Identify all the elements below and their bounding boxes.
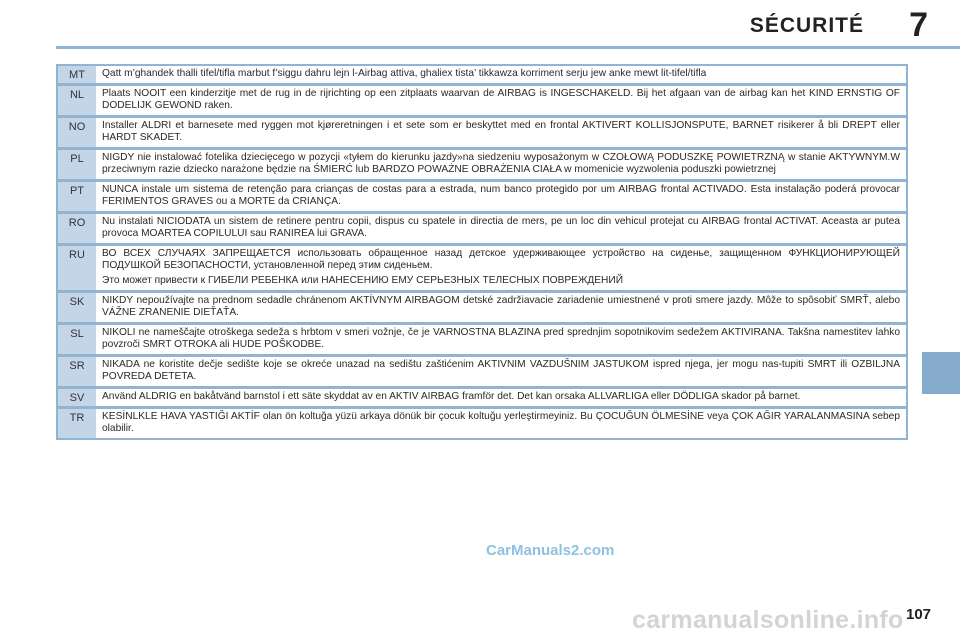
language-code: PL <box>58 150 96 179</box>
warning-text <box>96 86 906 115</box>
table-row <box>58 211 906 243</box>
chapter-number: 7 <box>909 6 928 44</box>
warning-table <box>56 64 908 440</box>
watermark-carmanuals2: CarManuals2.com <box>486 542 615 559</box>
section-title: SÉCURITÉ <box>749 14 864 37</box>
warning-line: NIGDY nie instalować fotelika dziecięcego w pozycji «tyłem do kierunku jazdy»na siedzeniu wyposażonym w CZOŁOWĄ PODUSZKĘ POWIETRZNĄ w stanie AKTYWNYM.W przeciwnym razie dziecko narażone będzie na ŚMIERĆ lub BARDZO POWAŻNE OBRAŻENIA CIAŁA w momenicie wyzwolenia poduszki powietrznej <box>102 152 900 175</box>
table-row <box>58 406 906 438</box>
language-code: PT <box>58 182 96 211</box>
table-row <box>58 66 906 83</box>
table-row <box>58 115 906 147</box>
header-divider <box>56 46 960 49</box>
warning-text <box>96 409 906 438</box>
language-code: RO <box>58 214 96 243</box>
watermark-carmanualsonline: carmanualsonline.info <box>632 606 904 634</box>
warning-text <box>96 293 906 322</box>
warning-text <box>96 150 906 179</box>
table-row <box>58 354 906 386</box>
warning-line: NIKOLI ne nameščajte otroškega sedeža s hrbtom v smeri vožnje, če je VARNOSTNA BLAZINA pred sprednjim sopotnikovim sedežem AKTIVIRANA. Takšna namestitev lahko povzroči SMRT OTROKA ali HUDE POŠKODBE. <box>102 327 900 350</box>
warning-text <box>96 118 906 147</box>
warning-text <box>96 389 906 406</box>
warning-line: NIKADA ne koristite dečje sedište koje se okreće unazad na sedištu zaštićenim AKTIVNIM VAZDUŠNIM JASTUKOM ispred njega, jer mogu nas-tupiti SMRT ili OZBILJNA POVREDA DETETA. <box>102 359 900 382</box>
warning-text <box>96 246 906 290</box>
warning-line: Använd ALDRIG en bakåtvänd barnstol i ett säte skyddat av en AKTIV AIRBAG framför det. Det kan orsaka ALLVARLIGA eller DÖDLIGA skador på barnet. <box>102 391 801 402</box>
warning-line: Plaats NOOIT een kinderzitje met de rug in de rijrichting op een zitplaats waarvan de AIRBAG is INGESCHAKELD. Bij het afgaan van de airbag kan het KIND ERNSTIG OF DODELIJK GEWOND raken. <box>102 88 900 111</box>
language-code: SK <box>58 293 96 322</box>
warning-text <box>96 357 906 386</box>
warning-line: Это может привести к ГИБЕЛИ РЕБЕНКА или НАНЕСЕНИЮ ЕМУ СЕРЬЕЗНЫХ ТЕЛЕСНЫХ ПОВРЕЖДЕНИЙ <box>102 275 624 286</box>
table-row <box>58 243 906 290</box>
warning-line: Qatt m’ghandek thalli tifel/tifla marbut f’siggu dahru lejn l-Airbag attiva, ghaliex tista’ tikkawza korriment serju jew anke mewt lit-tifel/tifla <box>102 68 707 79</box>
language-code: SR <box>58 357 96 386</box>
warning-line: NUNCA instale um sistema de retenção para crianças de costas para a estrada, num banco protegido por um AIRBAG frontal ACTIVADO. Esta instalação poderá provocar FERIMENTOS GRAVES ou a MORTE da CRIANÇA. <box>102 184 900 207</box>
warning-text <box>96 66 906 83</box>
table-row <box>58 322 906 354</box>
language-code: NL <box>58 86 96 115</box>
warning-line: ВО ВСЕХ СЛУЧАЯХ ЗАПРЕЩАЕТСЯ использовать обращенное назад детское удерживающее устройство на сиденье, защищенном ФУНКЦИОНИРУЮЩЕЙ ПОДУШКОЙ БЕЗОПАСНОСТИ, установленной перед этим сиденьем. <box>102 248 900 271</box>
warning-line: NIKDY nepoužívajte na prednom sedadle chránenom AKTÍVNYM AIRBAGOM detské zadržiavacie zariadenie umiestnené v proti smere jazdy. Môže to spôsobiť SMRŤ, alebo VÁŽNE ZRANENIE DIEŤAŤA. <box>102 295 900 318</box>
language-code: MT <box>58 66 96 83</box>
table-row <box>58 147 906 179</box>
warning-line: Installer ALDRI et barnesete med ryggen mot kjøreretningen i et sete som er beskyttet med en frontal AKTIVERT KOLLISJONSPUTE, BARNET risikerer å bli DREPT eller HARDT SKADET. <box>102 120 900 143</box>
language-code: TR <box>58 409 96 438</box>
page-number: 107 <box>906 606 932 623</box>
language-code: NO <box>58 118 96 147</box>
warning-text <box>96 325 906 354</box>
language-code: RU <box>58 246 96 290</box>
table-row <box>58 386 906 406</box>
warning-text <box>96 214 906 243</box>
table-row <box>58 83 906 115</box>
warning-line: KESİNLKLE HAVA YASTIĞI AKTİF olan ön koltuğa yüzü arkaya dönük bir çocuk koltuğu yerleştirmeyiniz. Bu ÇOCUĞUN ÖLMESİNE veya ÇOK AĞIR YARALANMASINA sebep olabilir. <box>102 411 900 434</box>
warning-line: Nu instalati NICIODATA un sistem de retinere pentru copii, dispus cu spatele in directia de mers, pe un loc din vehicul protejat cu AIRBAG frontal ACTIVAT. Aceasta ar putea provoca MOARTEA COPILULUI sau RANIREA lui GRAVA. <box>102 216 900 239</box>
language-code: SV <box>58 389 96 406</box>
table-row <box>58 290 906 322</box>
chapter-side-tab <box>922 352 960 394</box>
warning-text <box>96 182 906 211</box>
table-row <box>58 179 906 211</box>
language-code: SL <box>58 325 96 354</box>
